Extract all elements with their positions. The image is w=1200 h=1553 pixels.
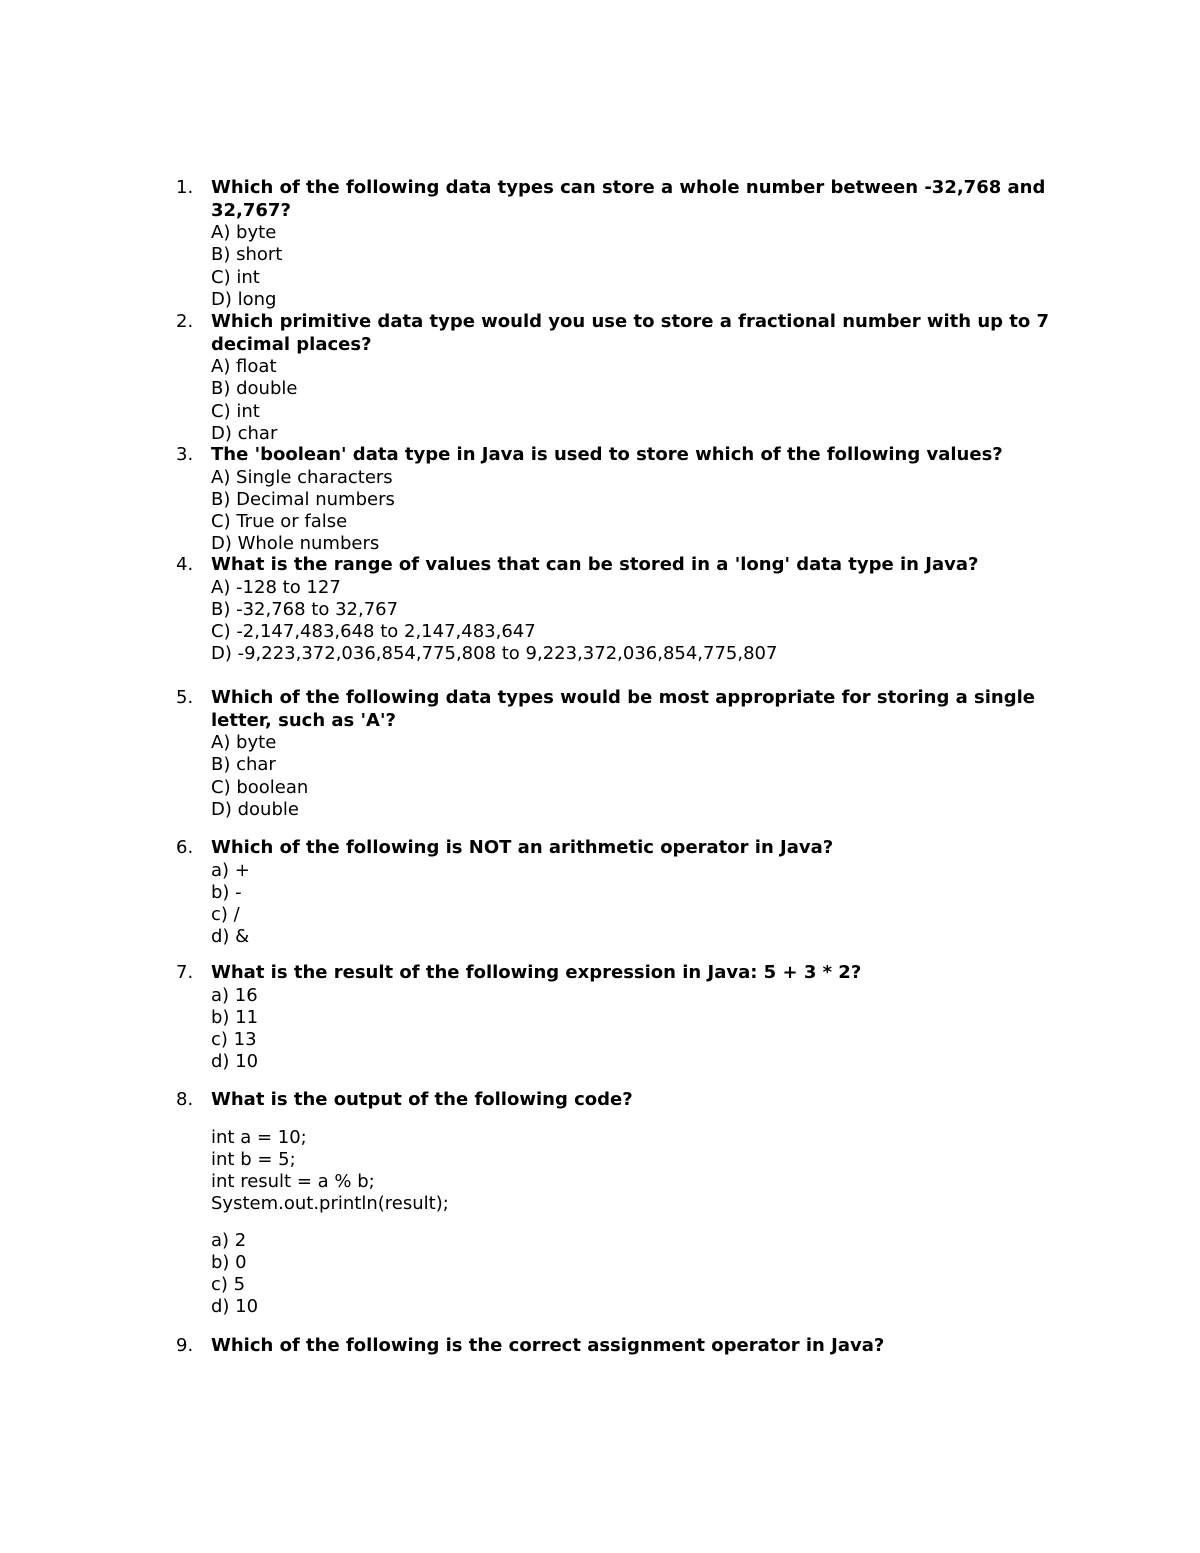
option-c: c) / [211, 904, 240, 926]
question-number: 9. [176, 1335, 194, 1356]
option-d: D) Whole numbers [211, 533, 380, 555]
question-number: 5. [176, 687, 194, 708]
question-number: 8. [176, 1089, 194, 1110]
option-a: a) 2 [211, 1229, 247, 1251]
question-number: 2. [176, 311, 194, 332]
question-number: 4. [176, 554, 194, 575]
option-c: c) 5 [211, 1274, 246, 1296]
question-text: Which of the following is the correct assignment operator in Java? [211, 1335, 885, 1356]
option-d: D) -9,223,372,036,854,775,808 to 9,223,372,036,854,775,807 [211, 643, 778, 665]
option-c: C) int [211, 266, 260, 288]
option-b: B) short [211, 244, 283, 266]
option-d: D) double [211, 798, 299, 820]
question-text: Which of the following data types would be most appropriate for storing a single letter, such as 'A'? [211, 687, 1036, 731]
option-d: d) 10 [211, 1296, 259, 1318]
option-d: d) & [211, 926, 250, 948]
option-b: b) 0 [211, 1251, 247, 1273]
option-d: D) char [211, 422, 278, 444]
code-line: System.out.println(result); [211, 1192, 449, 1214]
option-c: C) True or false [211, 511, 348, 533]
code-line: int b = 5; [211, 1148, 296, 1170]
code-line: int result = a % b; [211, 1170, 375, 1192]
question-number: 3. [176, 444, 194, 465]
question-number: 1. [176, 177, 194, 198]
code-line: int a = 10; [211, 1126, 307, 1148]
question-number: 7. [176, 962, 194, 983]
option-a: a) + [211, 859, 250, 881]
option-c: C) boolean [211, 776, 309, 798]
question-text: What is the output of the following code? [211, 1089, 633, 1110]
question-text: Which of the following is NOT an arithmetic operator in Java? [211, 837, 834, 858]
question-text: What is the result of the following expression in Java: 5 + 3 * 2? [211, 962, 862, 983]
option-a: A) byte [211, 222, 277, 243]
option-b: b) 11 [211, 1006, 259, 1028]
option-b: b) - [211, 881, 242, 903]
option-a: A) Single characters [211, 466, 393, 488]
option-d: d) 10 [211, 1051, 259, 1073]
option-c: c) 13 [211, 1029, 257, 1051]
code-snippet [211, 1127, 1051, 1215]
option-c: C) -2,147,483,648 to 2,147,483,647 [211, 621, 536, 643]
option-a: a) 16 [211, 984, 258, 1006]
option-a: A) -128 to 127 [211, 576, 341, 598]
question-text: What is the range of values that can be stored in a 'long' data type in Java? [211, 554, 979, 575]
question-number: 6. [176, 837, 194, 858]
option-b: B) double [211, 378, 298, 400]
question-text: Which primitive data type would you use to store a fractional number with up to 7 decimal places? [211, 311, 1050, 355]
option-b: B) char [211, 754, 276, 776]
option-c: C) int [211, 400, 260, 422]
option-b: B) -32,768 to 32,767 [211, 598, 399, 620]
question-text: Which of the following data types can store a whole number between -32,768 and 32,767? [211, 177, 1046, 221]
question-text: The 'boolean' data type in Java is used to store which of the following values? [211, 444, 1003, 465]
option-d: D) long [211, 288, 277, 310]
option-a: A) byte [211, 732, 277, 753]
option-a: A) float [211, 356, 277, 377]
option-b: B) Decimal numbers [211, 488, 395, 510]
